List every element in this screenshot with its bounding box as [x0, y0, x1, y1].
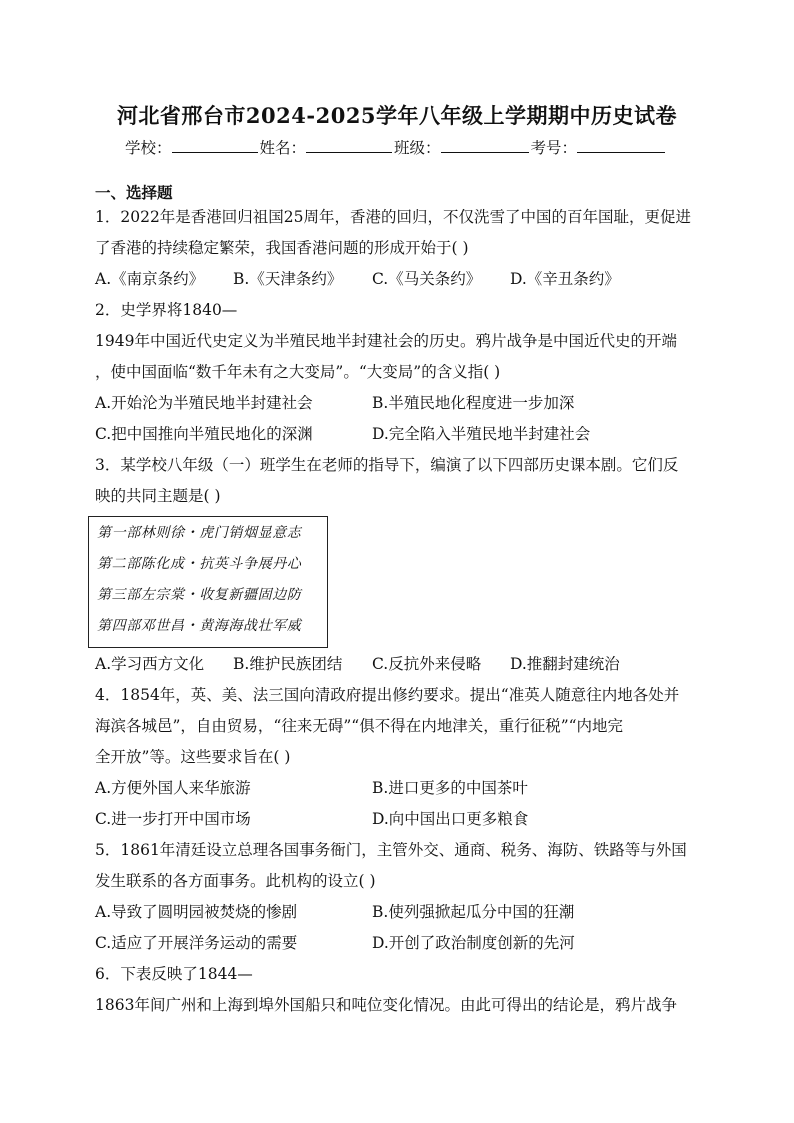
- q5-stem-line2: 发生联系的各方面事务。此机构的设立( ): [95, 872, 376, 890]
- q3-stem-line2: 映的共同主题是( ): [95, 487, 221, 505]
- q3-stem-line1: 3．某学校八年级（一）班学生在老师的指导下，编演了以下四部历史课本剧。它们反: [95, 456, 679, 474]
- q5-option-c[interactable]: C.适应了开展洋务运动的需要: [95, 934, 298, 952]
- q2-stem-line3: ，使中国面临“数千年未有之大变局”。“大变局”的含义指( ): [95, 363, 501, 381]
- play-item: 第二部陈化成・抗英斗争展丹心: [97, 556, 302, 572]
- q4-stem-line2: 海滨各城邑”，自由贸易，“往来无碍”“俱不得在内地津关，重行征税”“内地完: [95, 717, 624, 735]
- q2-option-d[interactable]: D.完全陷入半殖民地半封建社会: [372, 425, 591, 443]
- q4-option-b[interactable]: B.进口更多的中国茶叶: [372, 779, 528, 797]
- q5-option-d[interactable]: D.开创了政治制度创新的先河: [372, 934, 575, 952]
- q3-option-c[interactable]: C.反抗外来侵略: [372, 655, 482, 673]
- q4-option-c[interactable]: C.进一步打开中国市场: [95, 810, 251, 828]
- q1-stem-line2: 了香港的持续稳定繁荣，我国香港问题的形成开始于( ): [95, 239, 469, 257]
- q5-option-b[interactable]: B.使列强掀起瓜分中国的狂潮: [372, 903, 575, 921]
- name-blank[interactable]: [306, 137, 392, 153]
- number-label: 考号：: [530, 139, 578, 157]
- q4-stem-line3: 全开放”等。这些要求旨在( ): [95, 748, 291, 766]
- class-blank[interactable]: [441, 137, 529, 153]
- q2-option-b[interactable]: B.半殖民地化程度进一步加深: [372, 394, 575, 412]
- q1-option-a[interactable]: A.《南京条约》: [95, 270, 205, 288]
- name-label: 姓名：: [259, 139, 307, 157]
- number-blank[interactable]: [577, 137, 665, 153]
- q5-option-a[interactable]: A.导致了圆明园被焚烧的惨剧: [95, 903, 298, 921]
- q2-option-a[interactable]: A.开始沦为半殖民地半封建社会: [95, 394, 313, 412]
- q4-option-a[interactable]: A.方便外国人来华旅游: [95, 779, 251, 797]
- q5-stem-line1: 5．1861年清廷设立总理各国事务衙门，主管外交、通商、税务、海防、铁路等与外国: [95, 841, 687, 859]
- q6-stem-line2: 1863年间广州和上海到埠外国船只和吨位变化情况。由此可得出的结论是，鸦片战争: [95, 996, 677, 1014]
- q4-option-d[interactable]: D.向中国出口更多粮食: [372, 810, 529, 828]
- q1-option-b[interactable]: B.《天津条约》: [233, 270, 343, 288]
- page-title: 河北省邢台市2024-2025学年八年级上学期期中历史试卷: [116, 103, 678, 128]
- school-blank[interactable]: [172, 137, 258, 153]
- q6-stem-line1: 6．下表反映了1844—: [95, 965, 253, 983]
- section-heading: 一、选择题: [95, 183, 173, 202]
- q2-stem-line1: 2．史学界将1840—: [95, 301, 238, 319]
- q4-stem-line1: 4．1854年，英、美、法三国向清政府提出修约要求。提出“准英人随意往内地各处并: [95, 686, 680, 704]
- play-item: 第一部林则徐・虎门销烟显意志: [97, 525, 302, 541]
- student-info-line: [125, 136, 667, 158]
- play-item: 第三部左宗棠・收复新疆固边防: [97, 587, 302, 603]
- q1-option-c[interactable]: C.《马关条约》: [372, 270, 482, 288]
- q1-option-d[interactable]: D.《辛丑条约》: [510, 270, 620, 288]
- q1-stem-line1: 1．2022年是香港回归祖国25周年，香港的回归，不仅洗雪了中国的百年国耻，更促进: [95, 208, 692, 226]
- q3-option-a[interactable]: A.学习西方文化: [95, 655, 205, 673]
- q3-option-d[interactable]: D.推翻封建统治: [510, 655, 620, 673]
- class-label: 班级：: [394, 139, 441, 157]
- play-list-box: [88, 516, 328, 648]
- q2-option-c[interactable]: C.把中国推向半殖民地化的深渊: [95, 425, 313, 443]
- school-label: 学校：: [125, 139, 172, 157]
- q2-stem-line2: 1949年中国近代史定义为半殖民地半封建社会的历史。鸦片战争是中国近代史的开端: [95, 332, 677, 350]
- q3-option-b[interactable]: B.维护民族团结: [233, 655, 343, 673]
- play-item: 第四部邓世昌・黄海海战壮军威: [97, 618, 302, 634]
